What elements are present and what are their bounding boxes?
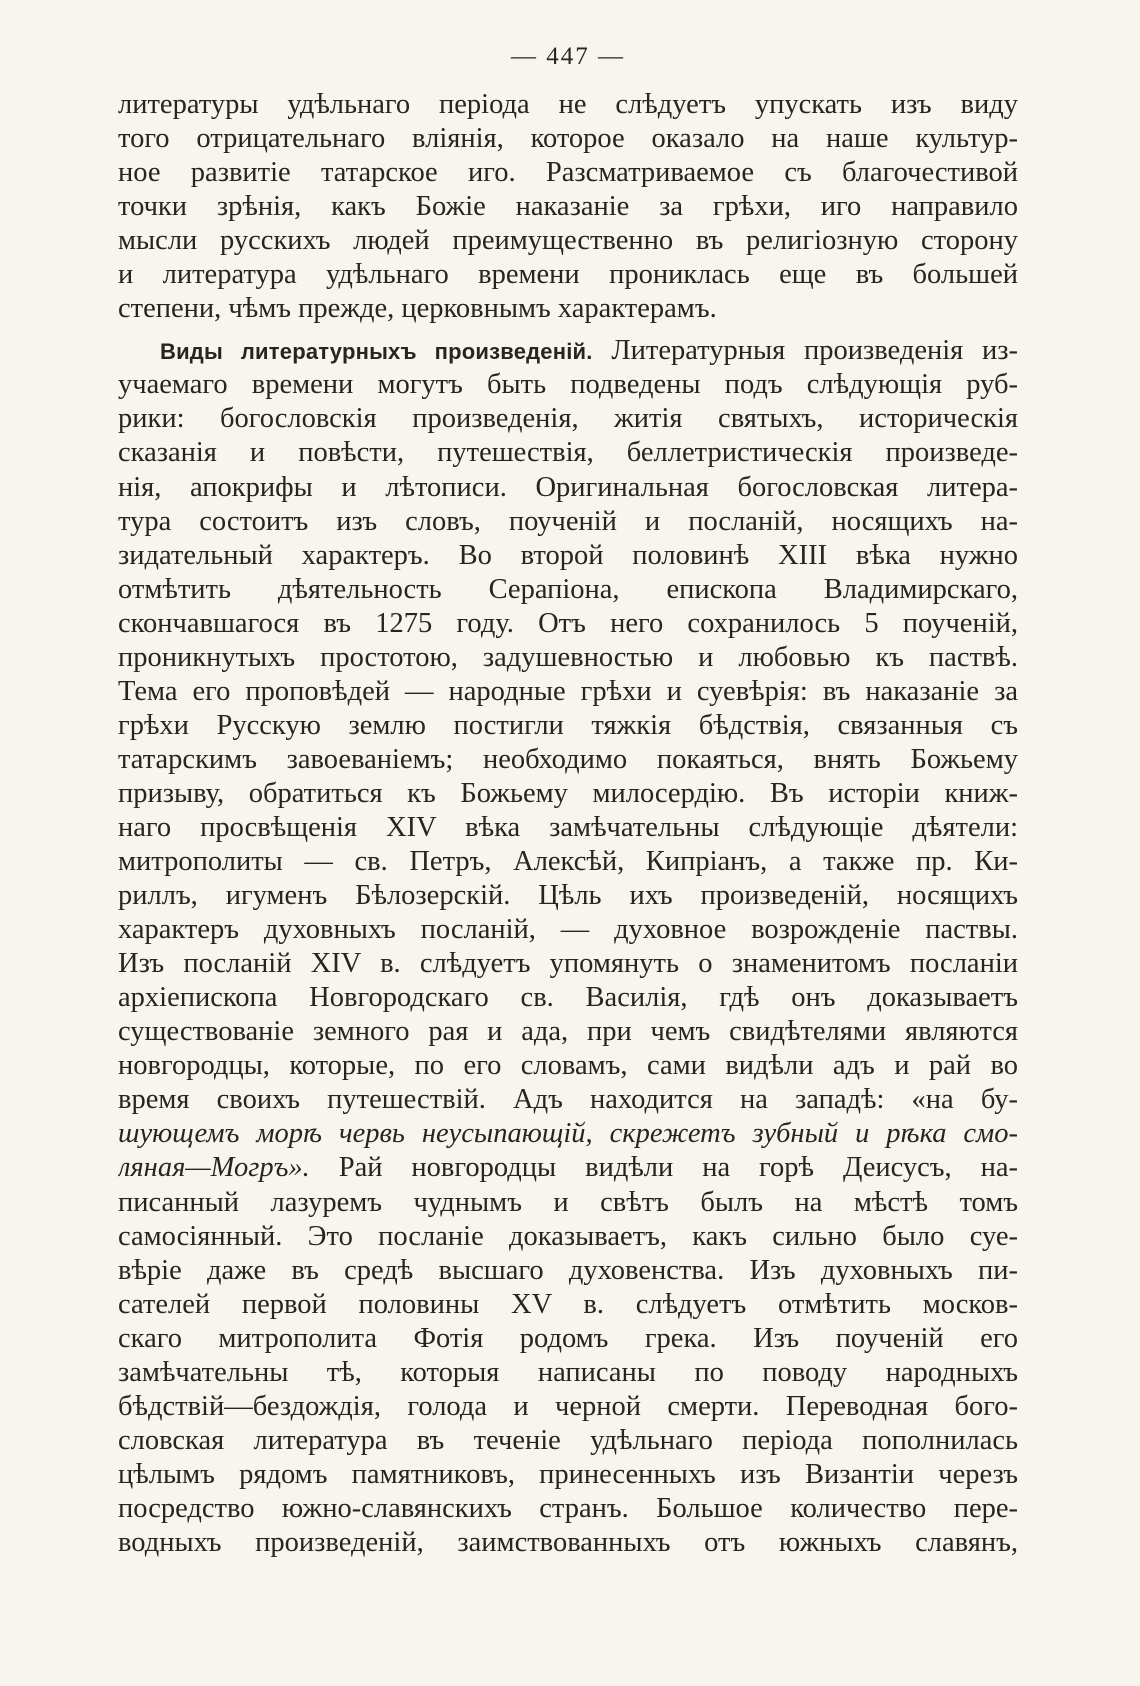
quote-line: шующемъ морѣ червь неусыпающій, скрежетъ зубный и рѣка смо- [118, 1118, 1018, 1150]
text-line: литературы удѣльнаго періода не слѣдуетъ упускать изъ виду [118, 89, 1018, 120]
text-line: проникнутыхъ простотою, задушевностью и любовью къ паствѣ. [118, 641, 1018, 673]
text-line [118, 1151, 1018, 1185]
text-line: Изъ посланій XIV в. слѣдуетъ упомянуть о знаменитомъ посланіи [118, 948, 1018, 980]
text-line: водныхъ произведеній, заимствованныхъ отъ южныхъ славянъ, [118, 1526, 1018, 1558]
text-line: мысли русскихъ людей преимущественно въ религіозную сторону [118, 225, 1018, 257]
text-line: того отрицательнаго вліянія, которое оказало на наше культур- [118, 123, 1018, 155]
text-line: тура состоитъ изъ словъ, поученій и посланій, носящихъ на- [118, 505, 1018, 537]
text-line: учаемаго времени могутъ быть подведены подъ слѣдующія руб- [118, 369, 1018, 401]
text-line: зидательный характеръ. Во второй половинѣ XIII вѣка нужно [118, 539, 1018, 571]
text-line: призыву, обратиться къ Божьему милосердію. Въ исторіи книж- [118, 777, 1018, 809]
text-line: архіепископа Новгородскаго св. Василія, гдѣ онъ доказываетъ [118, 982, 1018, 1014]
text-line: цѣлымъ рядомъ памятниковъ, принесенныхъ изъ Византіи черезъ [118, 1458, 1018, 1490]
text-line: степени, чѣмъ прежде, церковнымъ характерамъ. [118, 293, 717, 325]
text-line: существованіе земного рая и ада, при чемъ свидѣтелями являются [118, 1016, 1018, 1048]
text-span: Литературныя произведенія из- [611, 335, 1018, 367]
text-span: Рай новгородцы видѣли на горѣ Деисусъ, на- [338, 1152, 1018, 1184]
text-line: сателей первой половины XV в. слѣдуетъ отмѣтить москов- [118, 1288, 1018, 1320]
text-line: вѣріе даже въ средѣ высшаго духовенства. Изъ духовныхъ пи- [118, 1254, 1018, 1286]
section-heading: Виды литературныхъ произведеній. [160, 339, 593, 365]
text-line: ное развитіе татарское иго. Разсматриваемое съ благочестивой [118, 157, 1018, 189]
text-line: татарскимъ завоеваніемъ; необходимо покаяться, внять Божьему [118, 743, 1018, 775]
text-line: рики: богословскія произведенія, житія святыхъ, историческія [118, 403, 1018, 435]
text-line: писанный лазуремъ чуднымъ и свѣтъ былъ на мѣстѣ томъ [118, 1186, 1018, 1218]
text-line: новгородцы, которые, по его словамъ, сами видѣли адъ и рай во [118, 1050, 1018, 1082]
text-line: сказанія и повѣсти, путешествія, беллетристическія произведе- [118, 437, 1018, 469]
text-line: наго просвѣщенія XIV вѣка замѣчательны слѣдующіе дѣятели: [118, 811, 1018, 843]
text-line: точки зрѣнія, какъ Божіе наказаніе за грѣхи, иго направило [118, 191, 1018, 223]
text-line: словская литература въ теченіе удѣльнаго періода пополнилась [118, 1424, 1018, 1456]
text-line: самосіянный. Это посланіе доказываетъ, какъ сильно было суе- [118, 1220, 1018, 1252]
text-line: замѣчательны тѣ, которыя написаны по поводу народныхъ [118, 1356, 1018, 1388]
text-line: Тема его проповѣдей — народные грѣхи и суевѣрія: въ наказаніе за [118, 675, 1018, 707]
text-line [118, 334, 1018, 368]
text-line: характеръ духовныхъ посланій, — духовное возрожденіе паствы. [118, 914, 1018, 946]
text-line: риллъ, игуменъ Бѣлозерскій. Цѣль ихъ произведеній, носящихъ [118, 880, 1018, 912]
text-line: нія, апокрифы и лѣтописи. Оригинальная богословская литера- [118, 471, 1018, 503]
quote-end: ляная—Могръ». [118, 1152, 310, 1184]
text-line: посредство южно-славянскихъ странъ. Большое количество пере- [118, 1492, 1018, 1524]
page-text [118, 88, 1018, 1560]
book-page [118, 30, 1018, 1670]
text-line: отмѣтить дѣятельность Серапіона, епископа Владимирскаго, [118, 573, 1018, 605]
page-number: — 447 — [511, 43, 625, 70]
paragraph-continued [118, 88, 1018, 326]
text-line: грѣхи Русскую землю постигли тяжкія бѣдствія, связанныя съ [118, 709, 1018, 741]
text-line: время своихъ путешествій. Адъ находится на западѣ: «на бу- [118, 1084, 1018, 1116]
text-line: скаго митрополита Фотія родомъ грека. Изъ поученій его [118, 1322, 1018, 1354]
text-line: и литература удѣльнаго времени прониклась еще въ большей [118, 259, 1018, 291]
text-line: митрополиты — св. Петръ, Алексѣй, Кипріанъ, а также пр. Ки- [118, 846, 1018, 878]
text-line: бѣдствій—бездождія, голода и черной смерти. Переводная бого- [118, 1390, 1018, 1422]
paragraph-literary-works [118, 334, 1018, 1560]
text-line: скончавшагося въ 1275 году. Отъ него сохранилось 5 поученій, [118, 607, 1018, 639]
